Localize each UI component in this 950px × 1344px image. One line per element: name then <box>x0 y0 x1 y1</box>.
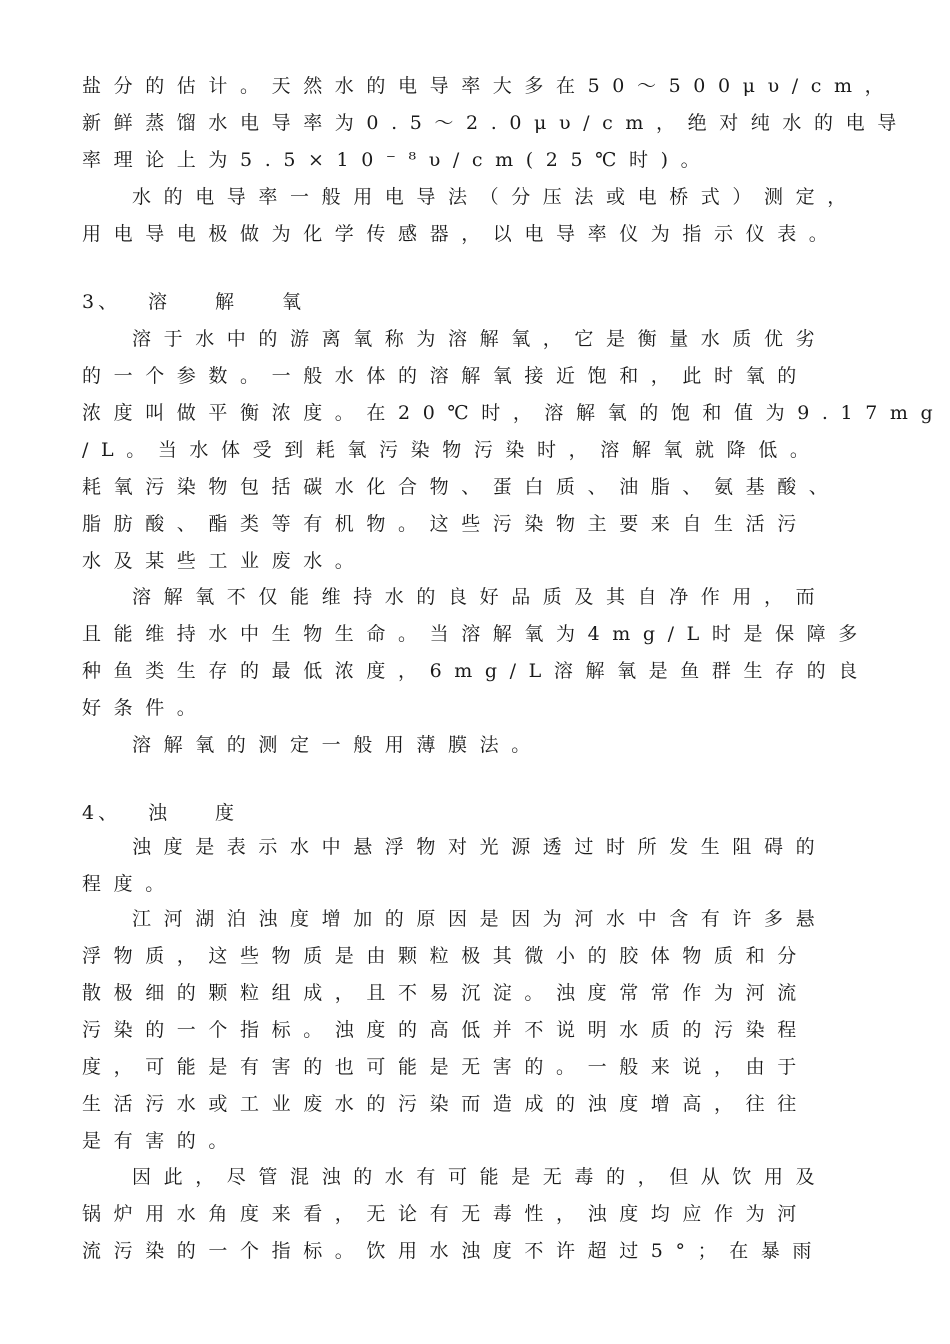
paragraph-line: 且能维持水中生物生命。当溶解氧为4mg/L时是保障多 <box>82 623 870 645</box>
paragraph-line: 好条件。 <box>82 697 209 719</box>
paragraph-line: 度，可能是有害的也可能是无害的。一般来说，由于 <box>82 1056 809 1078</box>
paragraph-line: 流污染的一个指标。饮用水浊度不许超过5°；在暴雨 <box>82 1240 824 1262</box>
section-number: 4、 <box>82 802 122 824</box>
section-title: 溶解氧 <box>148 291 350 313</box>
section-title: 浊度 <box>148 802 283 824</box>
section-number: 3、 <box>82 291 122 313</box>
paragraph-line: 溶解氧的测定一般用薄膜法。 <box>132 734 543 756</box>
paragraph-line: 浓度叫做平衡浓度。在20℃时，溶解氧的饱和值为9.17mg <box>82 402 946 424</box>
paragraph-line: 浮物质，这些物质是由颗粒极其微小的胶体物质和分 <box>82 945 809 967</box>
paragraph-line: 污染的一个指标。浊度的高低并不说明水质的污染程 <box>82 1019 809 1041</box>
paragraph-line: 耗氧污染物包括碳水化合物、蛋白质、油脂、氨基酸、 <box>82 476 841 498</box>
paragraph-line: 程度。 <box>82 873 177 895</box>
paragraph-line: 锅炉用水角度来看，无论有无毒性，浊度均应作为河 <box>82 1203 809 1225</box>
paragraph-line: 新鲜蒸馏水电导率为0.5～2.0μυ/cm，绝对纯水的电导 <box>82 112 909 134</box>
paragraph-line: 散极细的颗粒组成，且不易沉淀。浊度常常作为河流 <box>82 982 809 1004</box>
section-heading-turbidity <box>82 798 882 828</box>
section-heading-dissolved-oxygen <box>82 287 882 317</box>
paragraph-line: /L。当水体受到耗氧污染物污染时，溶解氧就降低。 <box>82 439 822 461</box>
paragraph-line: 用电导电极做为化学传感器，以电导率仪为指示仪表。 <box>82 223 841 245</box>
paragraph-line: 溶解氧不仅能维持水的良好品质及其自净作用，而 <box>132 586 828 608</box>
paragraph-line: 浊度是表示水中悬浮物对光源透过时所发生阻碍的 <box>132 836 828 858</box>
paragraph-line: 溶于水中的游离氧称为溶解氧，它是衡量水质优劣 <box>132 328 828 350</box>
paragraph-line: 是有害的。 <box>82 1130 241 1152</box>
paragraph-line: 种鱼类生存的最低浓度，6mg/L溶解氧是鱼群生存的良 <box>82 660 870 682</box>
paragraph-line: 江河湖泊浊度增加的原因是因为河水中含有许多悬 <box>132 908 828 930</box>
paragraph-line: 率理论上为5.5×10⁻⁸υ/cm(25℃时)。 <box>82 149 713 171</box>
paragraph-line: 脂肪酸、酯类等有机物。这些污染物主要来自生活污 <box>82 513 809 535</box>
paragraph-line: 生活污水或工业废水的污染而造成的浊度增高，往往 <box>82 1093 809 1115</box>
paragraph-line: 水的电导率一般用电导法（分压法或电桥式）测定， <box>132 186 859 208</box>
paragraph-line: 因此，尽管混浊的水有可能是无毒的，但从饮用及 <box>132 1166 828 1188</box>
paragraph-line: 水及某些工业废水。 <box>82 550 367 572</box>
paragraph-line: 的一个参数。一般水体的溶解氧接近饱和，此时氧的 <box>82 365 809 387</box>
paragraph-line: 盐分的估计。天然水的电导率大多在50～500μυ/cm， <box>82 75 897 97</box>
